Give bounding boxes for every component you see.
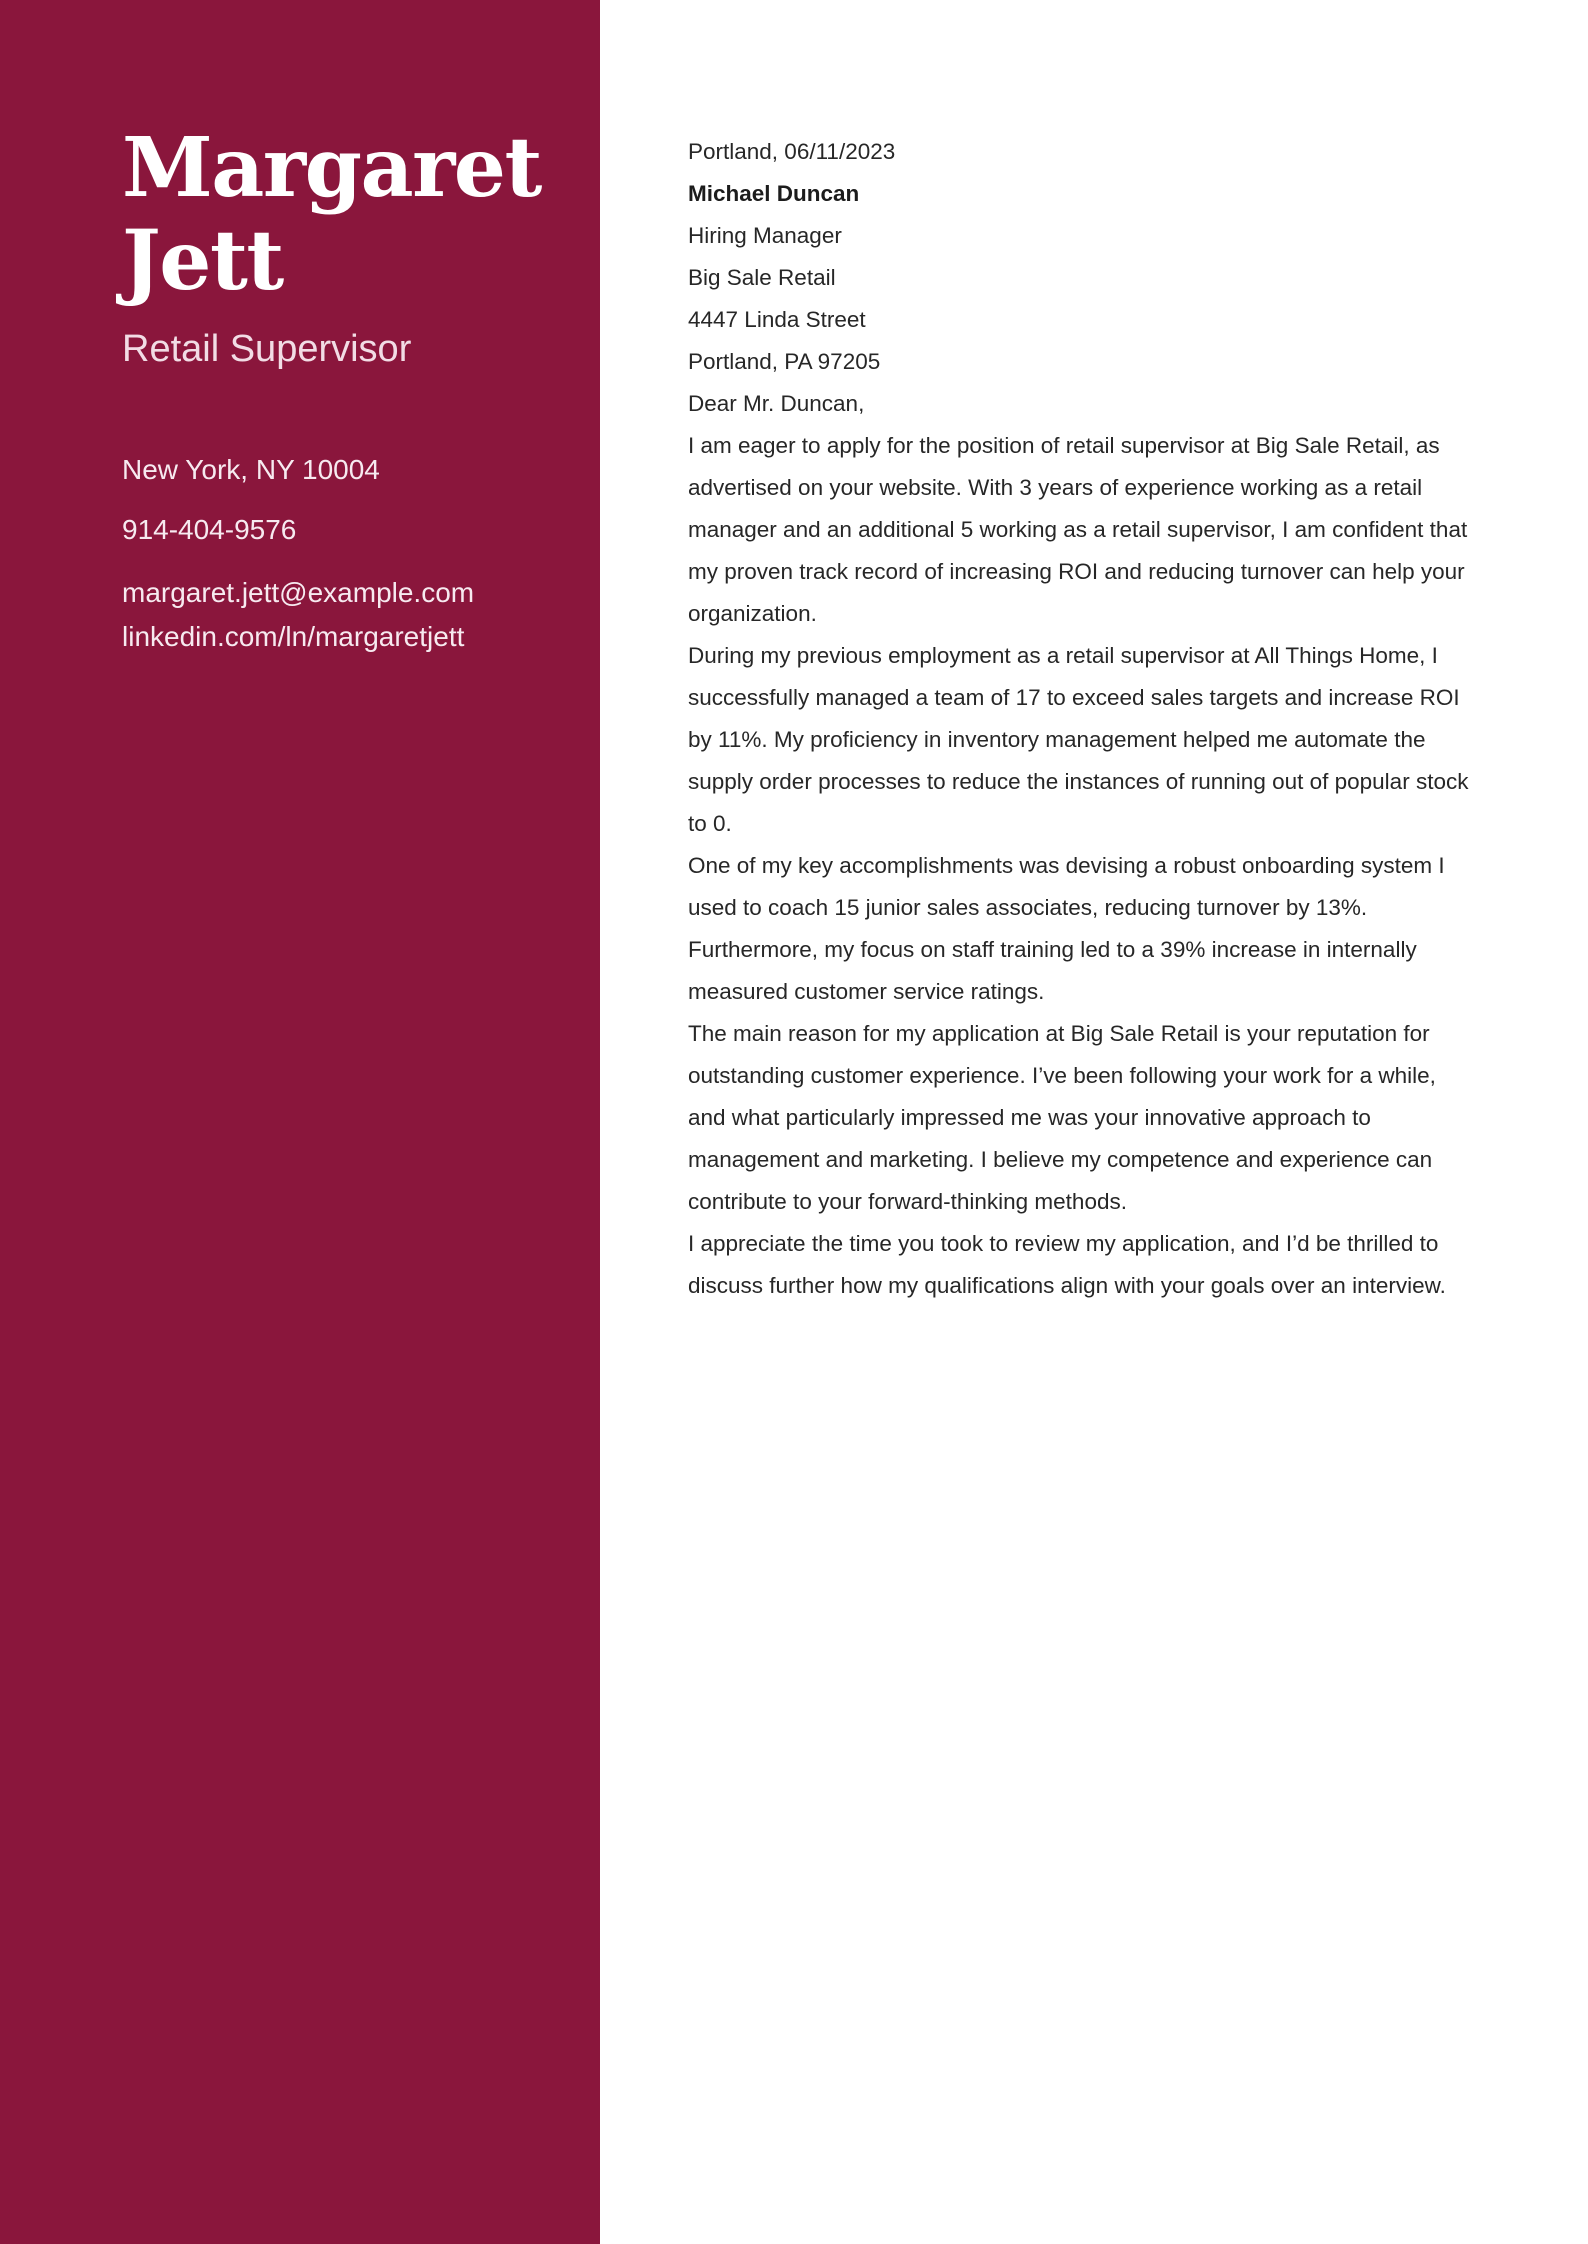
- contact-block: [122, 448, 558, 659]
- sidebar: [0, 0, 600, 2244]
- recipient-company: Big Sale Retail: [688, 265, 836, 290]
- contact-email: margaret.jett@example.com: [122, 577, 475, 608]
- recipient-street: 4447 Linda Street: [688, 307, 866, 332]
- applicant-first-name: Margaret: [122, 120, 541, 216]
- recipient-title: Hiring Manager: [688, 223, 842, 248]
- letter-body: [600, 0, 1588, 2244]
- contact-linkedin: linkedin.com/ln/margaretjett: [122, 621, 465, 652]
- salutation: Dear Mr. Duncan,: [688, 391, 865, 416]
- contact-location: New York, NY 10004: [122, 454, 380, 485]
- paragraph-intro: I am eager to apply for the position of retail supervisor at Big Sale Retail, as advertised on your website. With 3 years of experience working as a retail manager and an additional 5 working as a retail supervisor, I am confident that my proven track record of increasing ROI and reducing turnover can help your organization.: [688, 433, 1468, 626]
- recipient-city: Portland, PA 97205: [688, 349, 881, 374]
- applicant-last-name: Jett: [122, 213, 283, 309]
- contact-phone: 914-404-9576: [122, 514, 297, 545]
- letter-date: Portland, 06/11/2023: [688, 139, 896, 164]
- applicant-name: [122, 122, 558, 308]
- paragraph-experience: During my previous employment as a retail supervisor at All Things Home, I successfully managed a team of 17 to exceed sales targets and increase ROI by 11%. My proficiency in inventory management helped me automate the supply order processes to reduce the instances of running out of popular stock to 0.: [688, 643, 1469, 836]
- paragraph-motivation: The main reason for my application at Big Sale Retail is your reputation for outstanding customer experience. I’ve been following your work for a while, and what particularly impressed me was your innovative approach to management and marketing. I believe my competence and experience can contribute to your forward-thinking methods.: [688, 1021, 1436, 1214]
- applicant-job-title: Retail Supervisor: [122, 328, 412, 370]
- paragraph-closing: I appreciate the time you took to review my application, and I’d be thrilled to discuss further how my qualifications align with your goals over an interview.: [688, 1231, 1446, 1298]
- paragraph-accomplishments: One of my key accomplishments was devising a robust onboarding system I used to coach 15 junior sales associates, reducing turnover by 13%. Furthermore, my focus on staff training led to a 39% increase in internally measured customer service ratings.: [688, 853, 1445, 1004]
- recipient-name: Michael Duncan: [688, 181, 860, 206]
